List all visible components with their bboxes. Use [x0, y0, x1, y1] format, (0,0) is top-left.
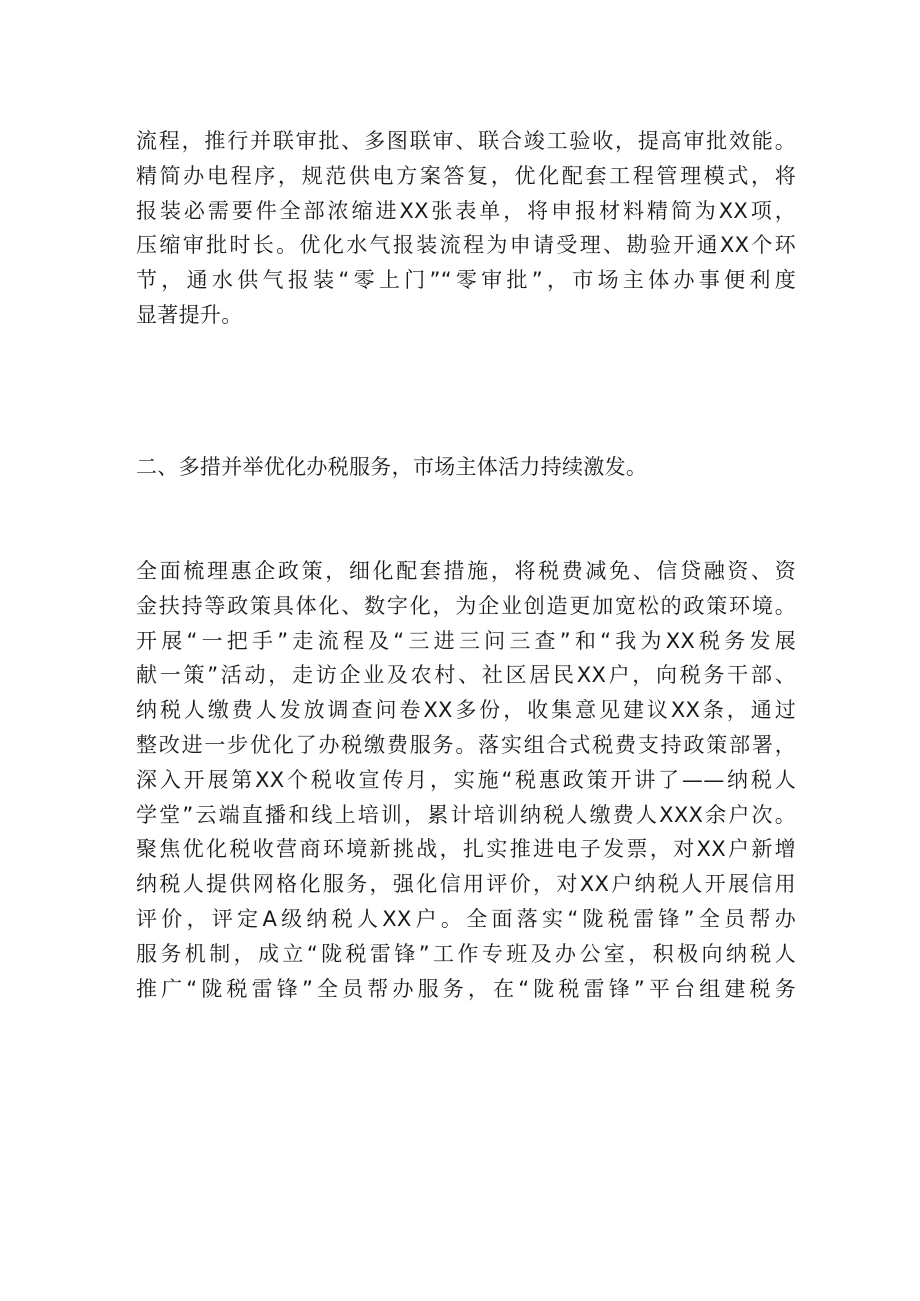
- text-line: 压缩审批时长。优化水气报装流程为申请受理、勘验开通XX个环: [136, 233, 796, 258]
- text-line: 服务机制，成立“陇税雷锋”工作专班及办公室，积极向纳税人: [136, 941, 796, 966]
- text-line: 纳税人缴费人发放调查问卷XX多份，收集意见建议XX条，通过: [136, 698, 796, 723]
- section-heading-tax-service: [136, 450, 796, 485]
- text-line: 精简办电程序，规范供电方案答复，优化配套工程管理模式，将: [136, 163, 796, 188]
- text-line: 开展“一把手”走流程及“三进三问三查”和“我为XX税务发展: [136, 628, 796, 653]
- text-line: 全面梳理惠企政策，细化配套措施，将税费减免、信贷融资、资: [136, 559, 796, 583]
- text-line: 流程，推行并联审批、多图联审、联合竣工验收，提高审批效能。: [136, 129, 796, 153]
- text-line: 深入开展第XX个税收宣传月，实施“税惠政策开讲了——纳税人: [136, 767, 796, 792]
- text-line: 报装必需要件全部浓缩进XX张表单，将申报材料精简为XX项，: [136, 198, 796, 223]
- paragraph-tax-service: [136, 554, 796, 1006]
- text-line: 整改进一步优化了办税缴费服务。落实组合式税费支持政策部署，: [136, 732, 796, 757]
- text-line: 金扶持等政策具体化、数字化，为企业创造更加宽松的政策环境。: [136, 593, 796, 618]
- text-line: 评价，评定A级纳税人XX户。全面落实“陇税雷锋”全员帮办: [136, 906, 796, 931]
- text-line: 学堂”云端直播和线上培训，累计培训纳税人缴费人XXX余户次。: [136, 802, 796, 827]
- text-line: 显著提升。: [136, 302, 243, 327]
- text-line: 聚焦优化税收营商环境新挑战，扎实推进电子发票，对XX户新增: [136, 837, 796, 862]
- paragraph-approval-process: [136, 124, 796, 333]
- heading-text: 二、多措并举优化办税服务，市场主体活力持续激发。: [136, 455, 648, 479]
- text-line: 推广“陇税雷锋”全员帮办服务，在“陇税雷锋”平台组建税务: [136, 976, 796, 1001]
- text-line: 献一策”活动，走访企业及农村、社区居民XX户，向税务干部、: [136, 663, 796, 688]
- text-line: 纳税人提供网格化服务，强化信用评价，对XX户纳税人开展信用: [136, 872, 796, 897]
- text-line: 节，通水供气报装“零上门”“零审批”，市场主体办事便利度: [136, 268, 796, 293]
